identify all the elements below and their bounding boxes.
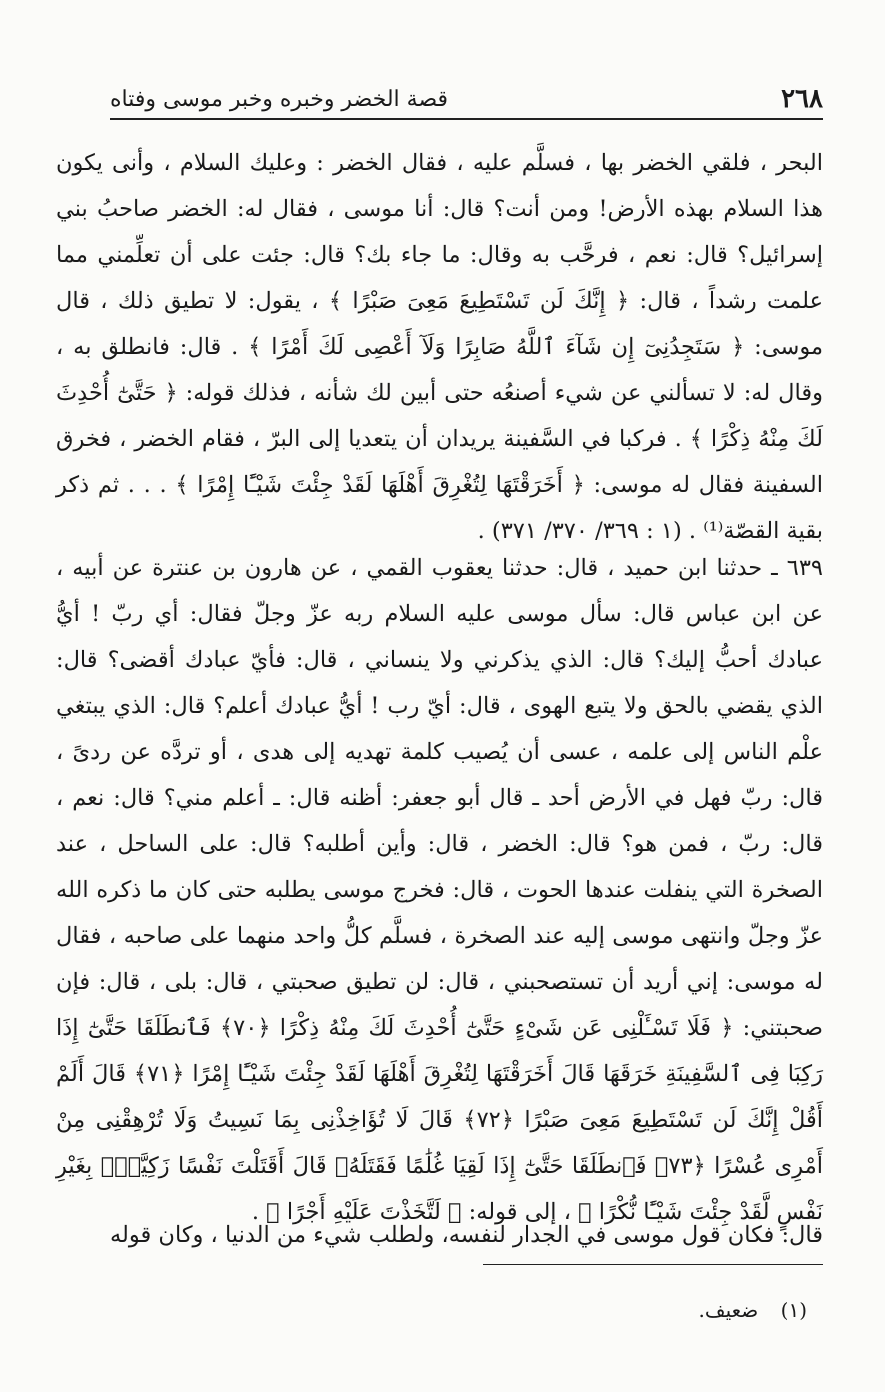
paragraph-3: قال: فكان قول موسى في الجدار لنفسه، ولطلب شيء من الدنيا ، وكان قوله — [109, 1222, 823, 1248]
paragraph-639: ٦٣٩ ـ حدثنا ابن حميد ، قال: حدثنا يعقوب القمي ، عن هارون بن عنترة عن أبيه ، عن ابن عباس قال: سأل موسى عليه السلام ربه عزّ وجلّ فقال: أي ربّ ! أيُّ عبادك أحبُّ إليك؟ قال: الذي يذكرني ولا ينساني ، قال: فأيّ عبادك أقضى؟ قال: الذي يقضي بالحق ولا يتبع الهوى ، قال: أيّ رب ! أيُّ عبادك أعلم؟ قال: الذي يبتغي علْم الناس إلى علمه ، عسى أن يُصيب كلمة تهديه إلى هدى ، أو تردَّه عن ردىً ، قال: ربّ فهل في الأرض أحد ـ قال أبو جعفر: أظنه قال: ـ أعلم مني؟ قال: نعم ، قال: ربّ ، فمن هو؟ قال: الخضر ، قال: وأين أطلبه؟ قال: على الساحل ، عند الصخرة التي ينفلت عندها الحوت ، قال: فخرج موسى يطلبه حتى كان ما ذكره الله عزّ وجلّ وانتهى موسى إليه عند الصخرة ، فسلَّم كلُّ واحد منهما على صاحبه ، فقال له موسى: إني أريد أن تستصحبني ، قال: لن تطيق صحبتي ، قال: بلى ، قال: فإن صحبتني: ﴿ فَلَا تَسْـَٔلْنِى عَن شَىْءٍ حَتَّىٰٓ أُحْدِثَ لَكَ مِنْهُ ذِكْرًا ﴿٧٠﴾ فَٱنطَلَقَا حَتَّىٰٓ إِذَا رَكِبَا فِى ٱلسَّفِينَةِ خَرَقَهَا قَالَ أَخَرَقْتَهَا لِتُغْرِقَ أَهْلَهَا لَقَدْ جِئْتَ شَيْـًٔا إِمْرًا ﴿٧١﴾ قَالَ أَلَمْ أَقُلْ إِنَّكَ لَن تَسْتَطِيعَ مَعِىَ صَبْرًا ﴿٧٢﴾ قَالَ لَا تُؤَاخِذْنِى بِمَا نَسِيتُ وَلَا تُرْهِقْنِى مِنْ أَمْرِى عُسْرًا ﴿٧٣﴾ فَٱنطَلَقَا حَتَّىٰٓ إِذَا لَقِيَا غُلَٰمًا فَقَتَلَهُۥ قَالَ أَقَتَلْتَ نَفْسًا زَكِيَّةًۢ بِغَيْرِ نَفْسٍ لَّقَدْ جِئْتَ شَيْـًٔا نُّكْرًا ﴾ ، إلى قوله: ﴿ لَتَّخَذْتَ عَلَيْهِ أَجْرًا ﴾ . — [56, 555, 824, 1225]
running-title: قصة الخضر وخبره وخبر موسى وفتاه — [110, 87, 449, 112]
page-header — [110, 80, 823, 120]
page-number: ٢٦٨ — [781, 84, 823, 114]
footnote — [699, 1298, 807, 1322]
footnote-number: (١) — [780, 1298, 807, 1322]
footnote-text: ضعيف. — [698, 1298, 759, 1322]
paragraph-1: البحر ، فلقي الخضر بها ، فسلَّم عليه ، فقال الخضر : وعليك السلام ، وأنى يكون هذا السلام بهذه الأرض! ومن أنت؟ قال: أنا موسى ، فقال له: الخضر صاحبُ بني إسرائيل؟ قال: نعم ، فرحَّب به وقال: ما جاء بك؟ قال: جئت على أن تعلِّمني مما علمت رشداً ، قال: ﴿ إِنَّكَ لَن تَسْتَطِيعَ مَعِىَ صَبْرًا ﴾ ، يقول: لا تطيق ذلك ، قال موسى: ﴿ سَتَجِدُنِىٓ إِن شَآءَ ٱللَّهُ صَابِرًا وَلَآ أَعْصِى لَكَ أَمْرًا ﴾ . قال: فانطلق به ، وقال له: لا تسألني عن شيء أصنعُه حتى أبين لك شأنه ، فذلك قوله: ﴿ حَتَّىٰٓ أُحْدِثَ لَكَ مِنْهُ ذِكْرًا ﴾ . فركبا في السَّفينة يريدان أن يتعديا إلى البرّ ، فقام الخضر ، فخرق السفينة فقال له موسى: ﴿ أَخَرَقْتَهَا لِتُغْرِقَ أَهْلَهَا لَقَدْ جِئْتَ شَيْـًٔا إِمْرًا ﴾ . . . ثم ذكر بقية القصّة⁽¹⁾ . (١ : ٣٦٩/ ٣٧٠/ ٣٧١) . — [56, 150, 823, 544]
footnote-divider — [483, 1264, 823, 1265]
